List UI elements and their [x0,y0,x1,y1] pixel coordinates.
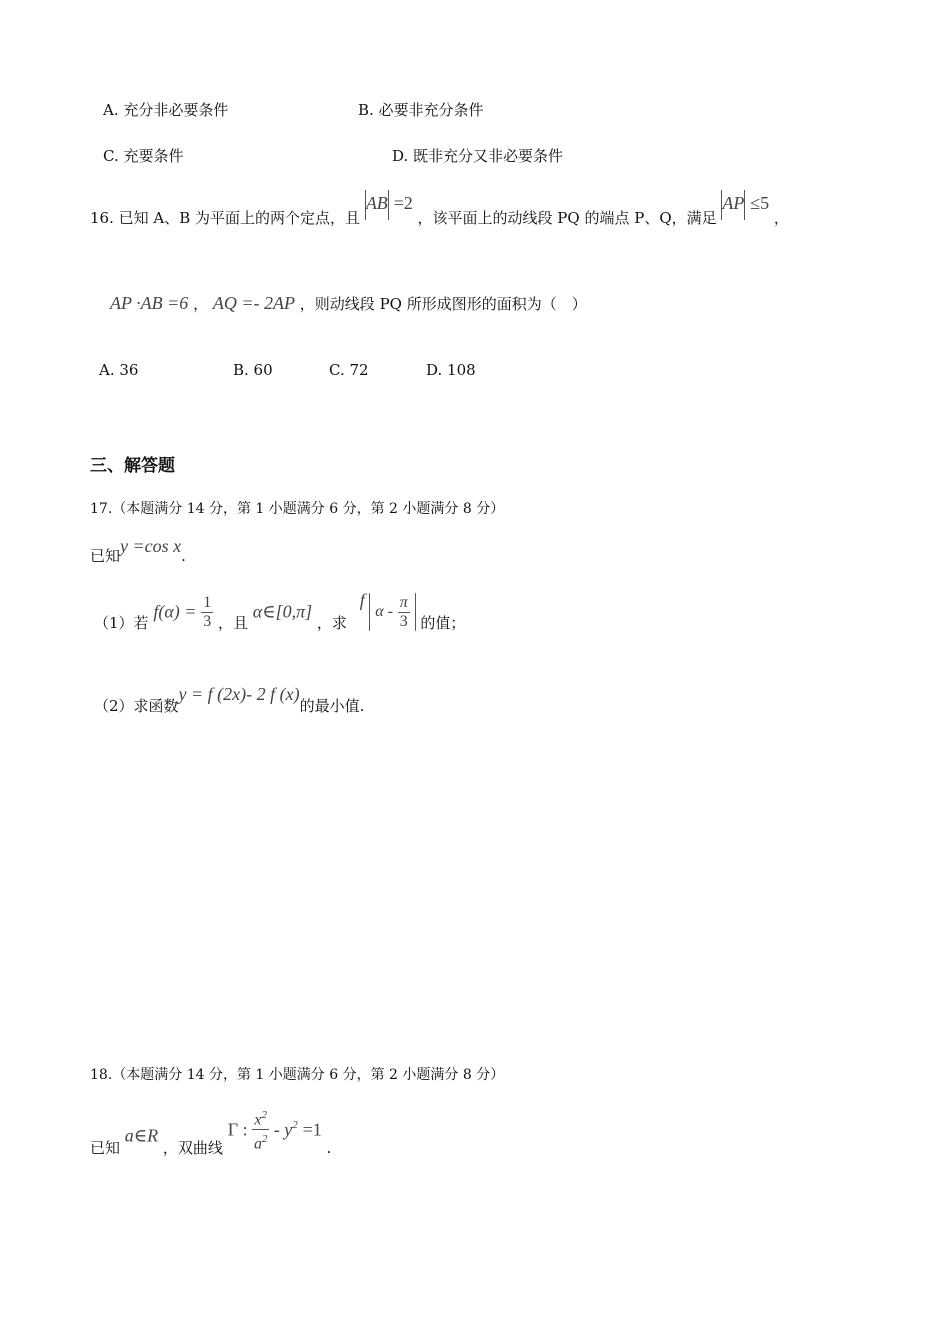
abs-bar-right-2 [744,190,745,220]
q15-option-b: B. 必要非充分条件 [358,101,484,119]
q18-given-math: a∈R [124,1125,159,1146]
fraction-one-third [201,594,213,631]
q15-option-d: D. 既非充分又非必要条件 [392,147,564,165]
q15-option-a: A. 充分非必要条件 [103,101,229,119]
q17-part1 [94,589,466,632]
q16-question-text: ，则动线段 PQ 所形成图形的面积为（ ） [299,295,587,313]
q17-header: 17.（本题满分 14 分，第 1 小题满分 6 分，第 2 小题满分 8 分） [90,501,505,517]
frac-x2 [252,1106,269,1130]
abs-bar-right [388,190,389,220]
frac-numerator: 1 [203,593,212,611]
q16-math-ap: AP [722,193,745,213]
q15-option-c: C. 充要条件 [103,147,184,165]
frac-denominator: 3 [203,612,212,630]
frac-three: 3 [399,612,408,630]
fraction-x2-a2 [252,1106,269,1154]
q16-middle: ，该平面上的动线段 PQ 的端点 P、Q，满足 [417,208,717,227]
y-exp: 2 [292,1118,298,1131]
q17-given-math: y =cos x [120,536,182,556]
q16-vector-eq: AQ =- 2AP [212,293,296,313]
q17-given [90,536,186,565]
q18-gamma: Γ : [227,1119,248,1140]
q17-part1-f: f [153,601,159,622]
q16-end-comma: ， [773,208,789,227]
paren-left [369,593,370,631]
a-var: a [253,1135,262,1153]
q17-part1-label: （1）若 [94,613,149,632]
q17-part1-ask: ，求 [316,613,347,632]
q16-line1 [90,190,789,227]
q17-part2-math: y = f (2x)- 2 f (x) [178,684,300,704]
q18-given [90,1109,332,1160]
q18-given-prefix: 已知 [90,1139,121,1158]
q16-line2 [110,293,587,314]
frac-pi: π [399,593,408,611]
paren-right [415,593,416,631]
q18-minus-y: - y [273,1119,293,1140]
q16-option-a: A. 36 [99,361,139,379]
q17-part1-f2: f [359,589,365,610]
q17-given-prefix: 已知 [90,547,121,565]
q16-prefix: 16. 已知 A、B 为平面上的两个定点，且 [90,208,361,227]
q18-end: . [326,1138,332,1157]
q18-given-mid: ，双曲线 [162,1139,223,1158]
q17-part1-alpha: (α) = [158,601,197,622]
q17-part1-inner: α - [375,603,393,620]
q17-part2 [94,684,365,715]
q17-part2-label: （2）求函数 [94,697,179,715]
q17-part2-end: 的最小值. [299,697,365,715]
hyperbola-equation [228,1106,322,1154]
a-exp: 2 [261,1133,268,1146]
q16-sep: ， [193,295,209,313]
x-exp: 2 [261,1109,268,1121]
q16-math-ab: AB [365,193,388,213]
q17-part1-and: ，且 [218,613,249,632]
q16-option-b: B. 60 [233,361,273,379]
q16-math-ap-le: ≤5 [750,193,770,213]
section-heading: 三、解答题 [90,456,175,476]
frac-a2 [252,1130,269,1153]
q18-eq1: =1 [302,1119,322,1140]
x-var: x [254,1111,262,1129]
fraction-pi-three [398,594,410,631]
q18-header: 18.（本题满分 14 分，第 1 小题满分 6 分，第 2 小题满分 8 分） [90,1067,505,1083]
q16-option-c: C. 72 [329,361,369,379]
q17-given-end: . [181,547,186,565]
q16-option-d: D. 108 [426,361,476,379]
q16-math-ab-eq: =2 [393,193,413,213]
q17-part1-range: α∈[0,π] [252,601,313,622]
q17-part1-end: 的值； [420,613,466,632]
q16-dot-product: AP ·AB =6 [110,293,189,313]
